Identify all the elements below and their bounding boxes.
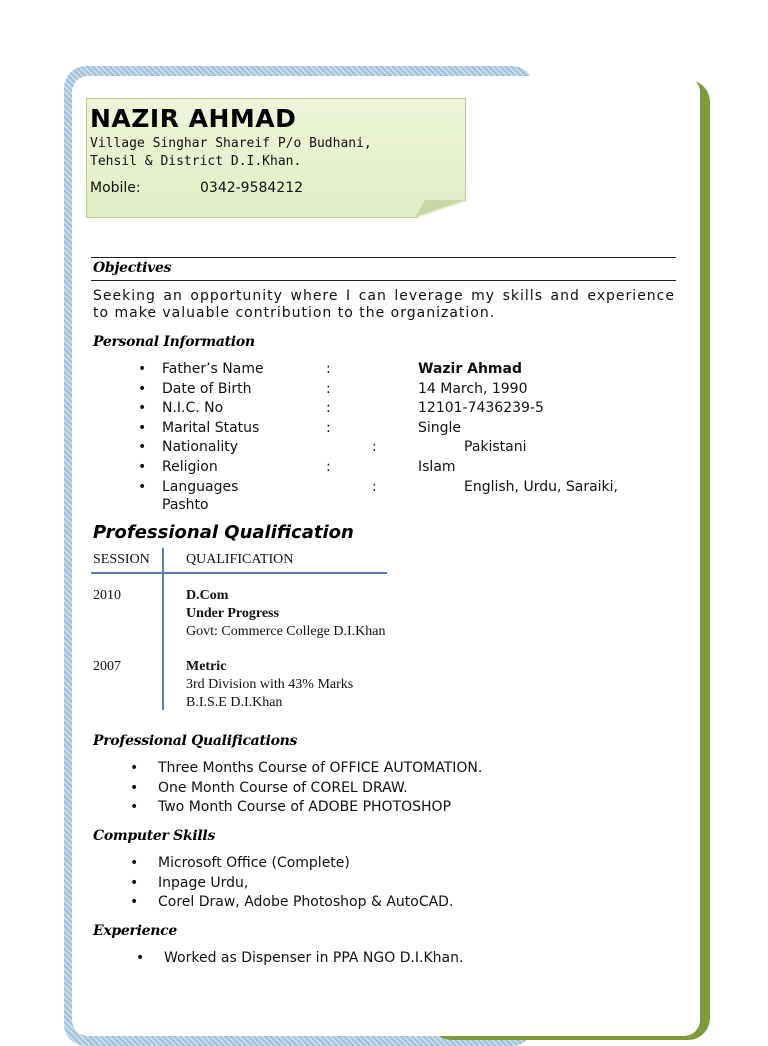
qualification-line: Under Progress xyxy=(186,606,279,621)
professional-qualifications-list xyxy=(158,760,482,819)
field-value: Single xyxy=(418,419,462,436)
personal-info-item xyxy=(138,420,678,440)
list-item: • Three Months Course of OFFICE AUTOMATION. xyxy=(158,760,482,780)
qualification-line: D.Com xyxy=(186,588,229,603)
qualification-line: B.I.S.E D.I.Khan xyxy=(186,695,283,710)
professional-qualifications-title: Professional Qualifications xyxy=(93,733,298,749)
field-colon: : xyxy=(372,439,377,456)
objectives-rule-bottom xyxy=(91,280,676,281)
mobile-value: 0342-9584212 xyxy=(200,180,304,196)
field-colon: : xyxy=(372,478,377,495)
languages-continuation: Pashto xyxy=(162,497,209,513)
field-value: English, Urdu, Saraiki, xyxy=(464,478,619,495)
session-year: 2007 xyxy=(93,659,121,674)
qualification-line: Govt: Commerce College D.I.Khan xyxy=(186,624,386,639)
personal-info-list xyxy=(138,361,678,498)
field-label: • N.I.C. No xyxy=(162,400,224,417)
mobile-label: Mobile: xyxy=(90,180,141,196)
field-colon: : xyxy=(326,400,331,417)
objectives-title: Objectives xyxy=(93,260,172,276)
objective-text: Seeking an opportunity where I can leverage my skills and experience to make valuable contribution to the organization. xyxy=(93,288,675,321)
personal-info-item xyxy=(138,361,678,381)
field-colon: : xyxy=(326,380,331,397)
field-value: Islam xyxy=(418,458,456,475)
personal-info-item xyxy=(138,381,678,401)
personal-info-item xyxy=(138,439,678,459)
column-header-qualification: QUALIFICATION xyxy=(186,552,294,567)
field-value: Pakistani xyxy=(464,439,527,456)
session-year: 2010 xyxy=(93,588,121,603)
experience-title: Experience xyxy=(93,923,177,939)
experience-list xyxy=(164,950,463,970)
field-label: • Date of Birth xyxy=(162,380,252,397)
field-colon: : xyxy=(326,361,331,377)
list-item: • Corel Draw, Adobe Photoshop & AutoCAD. xyxy=(158,894,453,914)
address-line-2: Tehsil & District D.I.Khan. xyxy=(90,154,302,169)
list-item: • Worked as Dispenser in PPA NGO D.I.Khan. xyxy=(164,950,463,970)
computer-skills-list xyxy=(158,855,453,914)
field-label: • Father’s Name xyxy=(162,361,264,377)
list-item: • Two Month Course of ADOBE PHOTOSHOP xyxy=(158,799,482,819)
field-label: • Religion xyxy=(162,458,218,475)
qualification-line: 3rd Division with 43% Marks xyxy=(186,677,354,692)
list-item: • One Month Course of COREL DRAW. xyxy=(158,780,482,800)
list-item: • Microsoft Office (Complete) xyxy=(158,855,453,875)
address-line-1: Village Singhar Shareif P/o Budhani, xyxy=(90,136,372,151)
field-value: 12101-7436239-5 xyxy=(418,400,544,417)
objectives-rule-top xyxy=(91,257,676,258)
field-label: • Marital Status xyxy=(162,419,260,436)
qualification-line: Metric xyxy=(186,659,227,674)
field-colon: : xyxy=(326,458,331,475)
professional-qualification-title: Professional Qualification xyxy=(93,522,354,543)
computer-skills-title: Computer Skills xyxy=(93,828,216,844)
list-item: • Inpage Urdu, xyxy=(158,875,453,895)
table-divider-horizontal xyxy=(91,572,387,574)
field-label: • Nationality xyxy=(162,439,239,456)
mobile-row xyxy=(90,180,304,196)
personal-info-item xyxy=(138,400,678,420)
field-label: • Languages xyxy=(162,478,239,495)
personal-info-title: Personal Information xyxy=(93,334,255,350)
column-header-session: SESSION xyxy=(93,552,150,567)
personal-info-item xyxy=(138,459,678,479)
candidate-name: NAZIR AHMAD xyxy=(90,104,297,133)
field-value: Wazir Ahmad xyxy=(418,361,522,377)
field-value: 14 March, 1990 xyxy=(418,380,528,397)
field-colon: : xyxy=(326,419,331,436)
personal-info-item xyxy=(138,479,678,499)
